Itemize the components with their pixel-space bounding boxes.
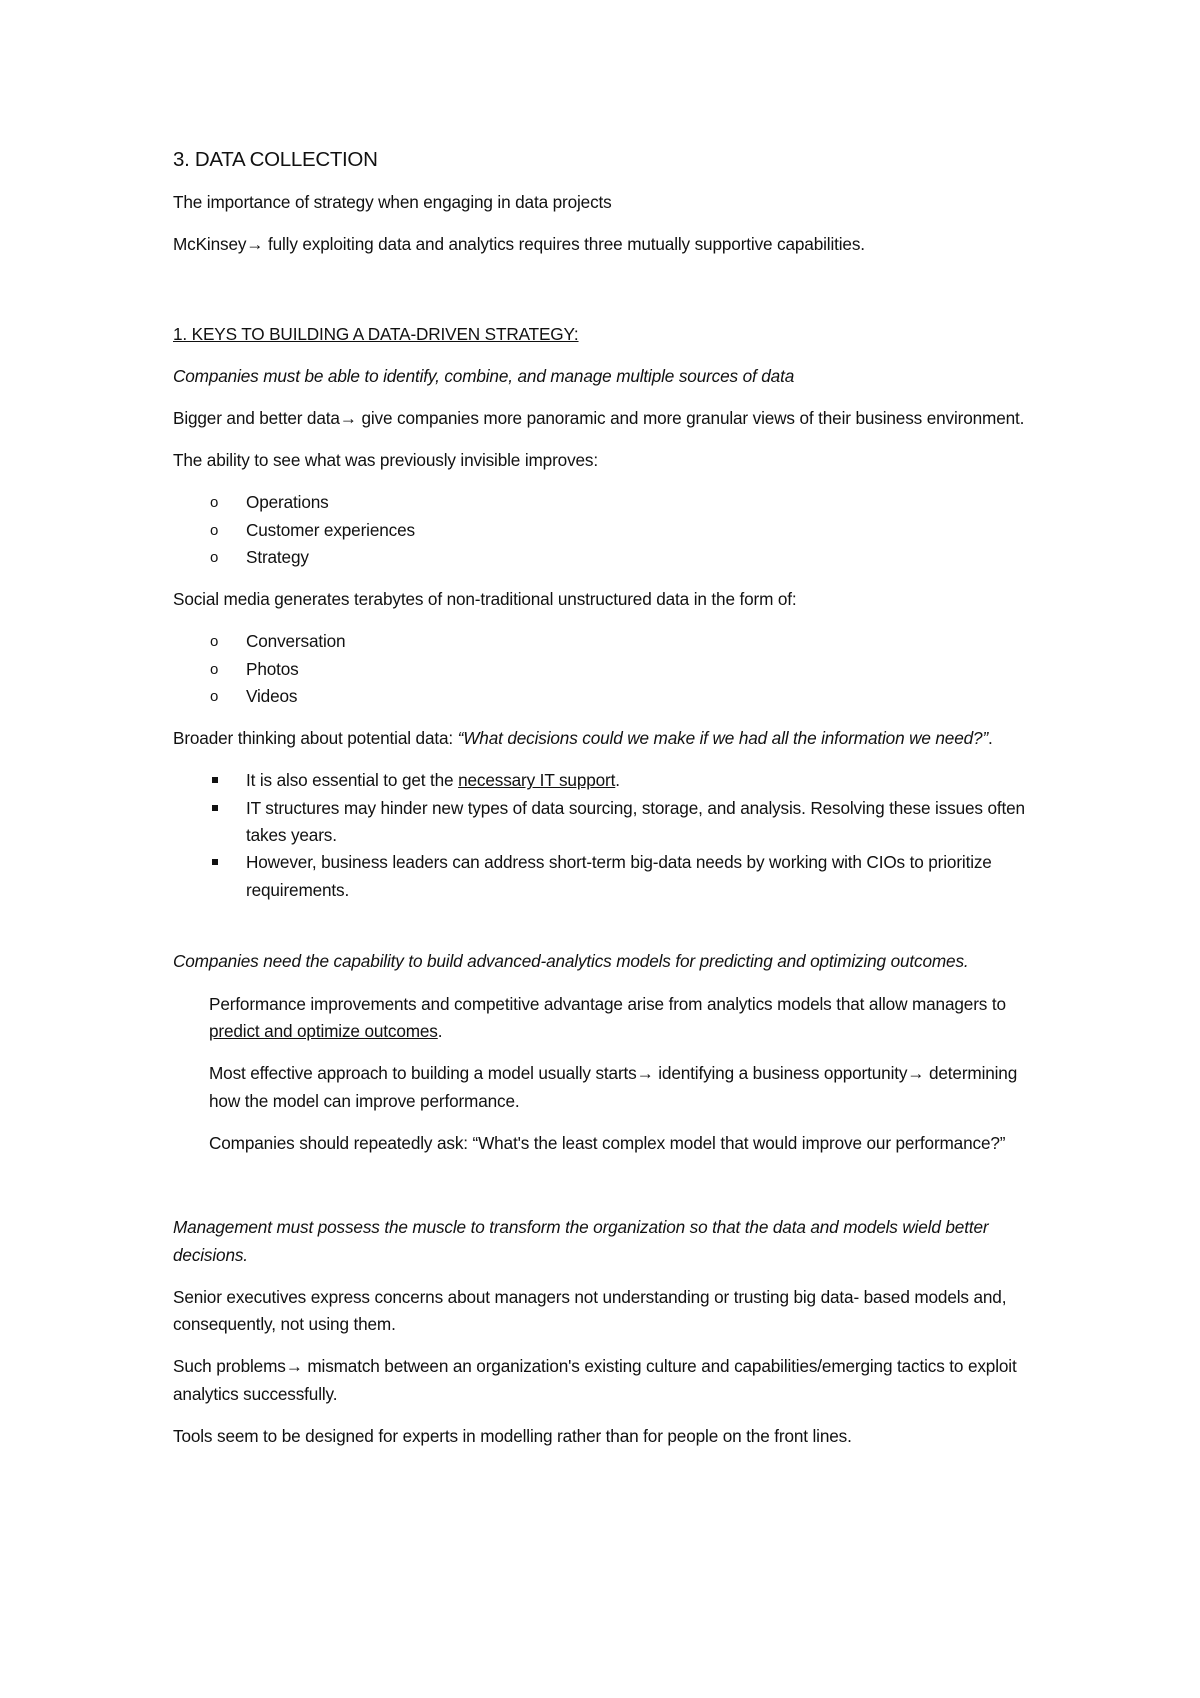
mckinsey-statement: McKinsey→ fully exploiting data and analytics requires three mutually supportive capabilities.	[173, 234, 865, 255]
it-bullet-list	[173, 767, 1033, 904]
list-item: o Photos	[173, 656, 1033, 683]
document-page	[173, 146, 1033, 1465]
ask-paragraph: Companies should repeatedly ask: “What's the least complex model that would improve our performance?”	[209, 1132, 1006, 1153]
social-list	[173, 628, 1033, 710]
capability-2-title: Companies need the capability to build advanced-analytics models for predicting and optimizing outcomes.	[173, 951, 969, 972]
list-item: o Strategy	[173, 544, 1033, 571]
it-support-emphasis: necessary IT support	[458, 770, 616, 791]
bigger-data-paragraph: Bigger and better data→ give companies more panoramic and more granular views of their business environment.	[173, 408, 1025, 429]
capability-3-title: Management must possess the muscle to transform the organization so that the data and models wield better decisions.	[173, 1217, 989, 1265]
broader-thinking-paragraph	[173, 725, 1033, 752]
approach-paragraph: Most effective approach to building a model usually starts→ identifying a business opportunity→ determining how the model can improve performance.	[209, 1063, 1018, 1111]
performance-prefix: Performance improvements and competitive advantage arise from analytics models that allow managers to	[209, 993, 1006, 1014]
capability-1-title: Companies must be able to identify, combine, and manage multiple sources of data	[173, 365, 795, 386]
broader-quote: “What decisions could we make if we had all the information we need?”	[457, 728, 989, 749]
page-title: 3. DATA COLLECTION	[173, 148, 378, 171]
ability-list	[173, 489, 1033, 571]
it-support-prefix: It is also essential to get the	[246, 770, 459, 791]
intro-subtitle: The importance of strategy when engaging in data projects	[173, 192, 612, 212]
concerns-paragraph: Senior executives express concerns about managers not understanding or trusting big data- based models and, consequently, not using them.	[173, 1286, 1007, 1335]
list-item: IT structures may hinder new types of data sourcing, storage, and analysis. Resolving these issues often takes years.	[173, 795, 1033, 850]
list-item	[173, 767, 1033, 794]
list-item: o Customer experiences	[173, 517, 1033, 544]
list-item: However, business leaders can address short-term big-data needs by working with CIOs to prioritize requirements.	[173, 849, 1033, 904]
performance-emphasis: predict and optimize outcomes	[209, 1020, 438, 1041]
list-item: o Operations	[173, 489, 1033, 516]
problems-paragraph: Such problems→ mismatch between an organization's existing culture and capabilities/emerging tactics to exploit analytics successfully.	[173, 1356, 1017, 1404]
performance-paragraph	[173, 991, 1033, 1046]
ability-intro: The ability to see what was previously invisible improves:	[173, 450, 598, 471]
performance-suffix: .	[437, 1020, 443, 1041]
section-heading: 1. KEYS TO BUILDING A DATA-DRIVEN STRATEGY:	[173, 323, 579, 344]
tools-paragraph: Tools seem to be designed for experts in modelling rather than for people on the front lines.	[173, 1425, 852, 1446]
it-support-suffix: .	[615, 770, 620, 791]
social-intro: Social media generates terabytes of non-traditional unstructured data in the form of:	[173, 589, 797, 610]
list-item: o Videos	[173, 683, 1033, 710]
broader-prefix: Broader thinking about potential data:	[173, 728, 458, 749]
list-item: o Conversation	[173, 628, 1033, 655]
broader-suffix: .	[988, 728, 993, 749]
